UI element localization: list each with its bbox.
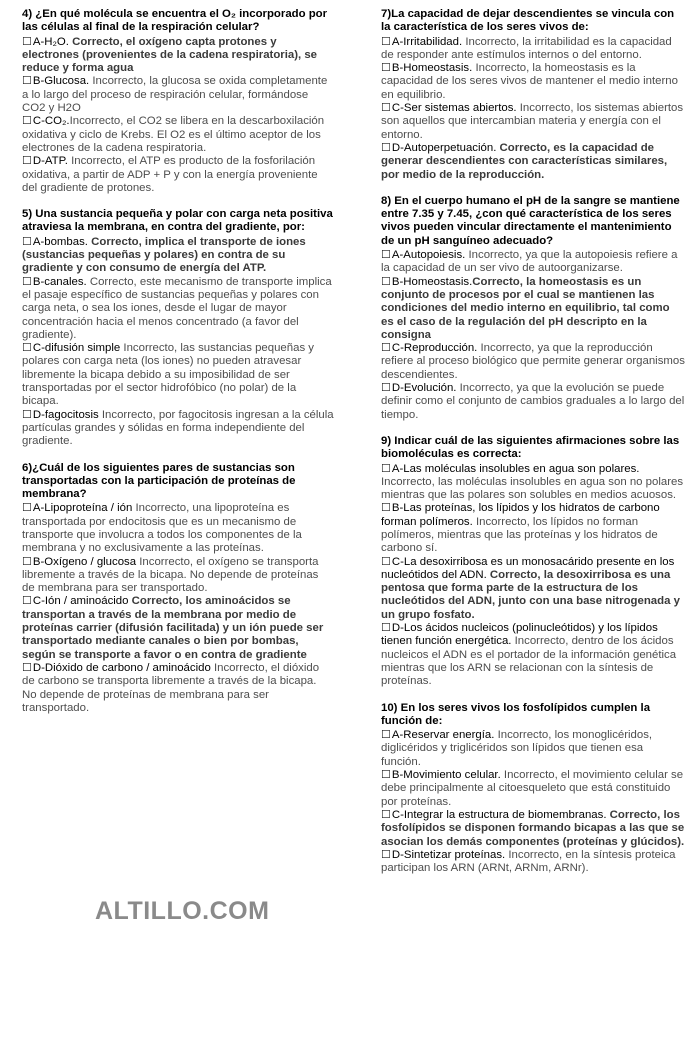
checkbox-icon[interactable]: ☐ [381, 462, 391, 475]
question-title: 7)La capacidad de dejar descendientes se vincula con la característica de los seres vivos de: [381, 8, 675, 34]
option-label: D-Los ácidos nucleicos (polinucleótidos) y los lípidos tienen función energética. [381, 622, 658, 648]
checkbox-icon[interactable]: ☐ [22, 661, 32, 674]
answer-option [22, 502, 334, 555]
question-block [22, 208, 334, 448]
answer-option [22, 115, 334, 155]
option-label: A-Reservar energía. [391, 729, 495, 742]
checkbox-icon[interactable]: ☐ [381, 555, 391, 568]
left-column [22, 8, 334, 728]
checkbox-icon[interactable]: ☐ [381, 35, 391, 48]
option-label: B-Homeostasis. [391, 275, 473, 288]
answer-option [381, 502, 685, 555]
checkbox-icon[interactable]: ☐ [381, 249, 391, 262]
checkbox-icon[interactable]: ☐ [381, 769, 391, 782]
option-label: B-Oxígeno / glucosa [32, 555, 137, 568]
option-feedback: Correcto, los fosfolípidos se disponen formando bicapas a las que se asocian los demás componentes (proteínas y glúcidos). [381, 808, 685, 848]
option-feedback: Correcto, la homeostasis es un conjunto de procesos por el cual se mantienen las condiciones del medio interno en equilibrio, tal como es el caso de la regulación del pH descripto en la consigna [381, 275, 670, 341]
question-block [381, 195, 685, 422]
answer-option [22, 662, 334, 715]
option-label: A-Lipoproteína / ión [32, 502, 133, 515]
checkbox-icon[interactable]: ☐ [22, 115, 32, 128]
option-label: A-bombas. [32, 235, 88, 248]
option-feedback: Incorrecto, en la síntesis proteica participan los ARN (ARNt, ARNm, ARNr). [381, 848, 676, 875]
option-label: B-canales. [32, 275, 87, 288]
option-feedback: Incorrecto, los monoglicéridos, diglicéridos y triglicéridos son lípidos que tienen esa función. [381, 729, 653, 768]
option-feedback: Correcto, el oxígeno capta protones y electrones (provenientes de la cadena respiratoria), se reduce y forma agua [22, 35, 318, 75]
checkbox-icon[interactable]: ☐ [22, 35, 32, 48]
answer-option [22, 155, 334, 195]
checkbox-icon[interactable]: ☐ [381, 502, 391, 515]
option-label: B-Glucosa. [32, 75, 90, 88]
watermark-logo: ALTILLO.COM [95, 897, 270, 925]
option-label: C-Ser sistemas abiertos. [391, 102, 517, 115]
checkbox-icon[interactable]: ☐ [381, 62, 391, 75]
right-column [381, 8, 685, 888]
question-block [22, 8, 334, 195]
option-label: D-Dióxido de carbono / aminoácido [32, 661, 211, 674]
option-label: D-fagocitosis [32, 408, 99, 421]
checkbox-icon[interactable]: ☐ [381, 622, 391, 635]
option-feedback: Incorrecto, ya que la autopoiesis refiere a la capacidad de un ser vivo de autoorganizarse. [381, 249, 678, 275]
answer-option [381, 769, 685, 809]
answer-option [22, 556, 334, 596]
checkbox-icon[interactable]: ☐ [22, 235, 32, 248]
option-label: D-Autoperpetuación. [391, 141, 497, 154]
option-feedback: Incorrecto, el dióxido de carbono se transporta libremente a través de la bicapa. No depende de proteínas de membrana para ser transportado. [22, 661, 320, 714]
answer-option [22, 75, 334, 115]
option-feedback: Incorrecto, el CO2 se libera en la descarboxilación oxidativa y ciclo de Krebs. El O2 es el último aceptor de los electrones de la cadena respiratoria. [22, 115, 325, 154]
answer-option [381, 382, 685, 422]
checkbox-icon[interactable]: ☐ [22, 342, 32, 355]
option-feedback: Correcto, es la capacidad de generar descendientes con características similares, por medio de la reproducción. [381, 141, 668, 181]
option-feedback: Incorrecto, la homeostasis es la capacidad de los seres vivos de mantener el medio interno en equilibrio. [381, 62, 678, 101]
option-feedback: Incorrecto, dentro de los ácidos nucleicos el ADN es el portador de la información genética mientras que los ARN se relacionan con la síntesis de proteínas. [381, 635, 677, 688]
checkbox-icon[interactable]: ☐ [381, 808, 391, 821]
answer-option [381, 62, 685, 102]
checkbox-icon[interactable]: ☐ [22, 275, 32, 288]
option-label: A-Autopoiesis. [391, 249, 466, 262]
option-feedback: Correcto, implica el transporte de iones (sustancias pequeñas y polares) en contra de su gradiente y con consumo de energía del ATP. [22, 235, 306, 275]
answer-option [381, 142, 685, 182]
answer-option [381, 556, 685, 622]
option-label: B-Las proteínas, los lípidos y los hidratos de carbono forman polímeros. [381, 502, 660, 528]
option-label: A-Las moléculas insolubles en agua son polares. [391, 462, 640, 475]
option-label: C-CO₂. [32, 115, 70, 128]
option-feedback: Correcto, este mecanismo de transporte implica el pasaje específico de sustancias pequeñas y polares con carga neta, o sea los iones, desde el lugar de mayor concentración hacia el menos concentrado (a favor del gradiente). [22, 275, 332, 341]
option-label: B-Homeostasis. [391, 62, 473, 75]
option-feedback: Incorrecto, ya que la reproducción refiere al proceso biológico que permite generar organismos descendientes. [381, 342, 685, 381]
question-title: 6)¿Cuál de los siguientes pares de sustancias son transportadas con la participación de proteínas de membrana? [22, 461, 296, 501]
answer-option [22, 595, 334, 661]
question-title: 5) Una sustancia pequeña y polar con carga neta positiva atraviesa la membrana, en contra del gradiente, por: [22, 208, 333, 234]
checkbox-icon[interactable]: ☐ [381, 848, 391, 861]
option-feedback: Incorrecto, el ATP es producto de la fosforilación oxidativa, a partir de ADP + P y con la energía proveniente del gradiente de protones. [22, 155, 318, 194]
checkbox-icon[interactable]: ☐ [22, 555, 32, 568]
answer-option [381, 249, 685, 276]
answer-option [381, 849, 685, 876]
question-title: 10) En los seres vivos los fosfolípidos cumplen la función de: [381, 701, 651, 727]
answer-option [22, 409, 334, 449]
checkbox-icon[interactable]: ☐ [381, 102, 391, 115]
answer-option [22, 36, 334, 76]
option-feedback: Correcto, los aminoácidos se transportan a través de la membrana por medio de proteínas carrier (difusión facilitada) y un ión puede ser transportado mediante canales o bien por bombas, según se transporte a favor o en contra de gradiente [22, 595, 324, 661]
answer-option [381, 463, 685, 503]
answer-option [22, 276, 334, 342]
answer-option [22, 342, 334, 408]
option-label: D-ATP. [32, 155, 68, 168]
option-feedback: Incorrecto, las moléculas insolubles en agua son no polares mientras que las polares son solubles en medios acuosos. [381, 475, 684, 502]
option-feedback: Incorrecto, los sistemas abiertos son aquellos que intercambian materia y energía con el entorno. [381, 102, 684, 141]
option-label: B-Movimiento celular. [391, 769, 501, 782]
checkbox-icon[interactable]: ☐ [381, 382, 391, 395]
option-label: C-Integrar la estructura de biomembranas. [391, 808, 607, 821]
option-label: C-difusión simple [32, 342, 121, 355]
option-feedback: Incorrecto, por fagocitosis ingresan a la célula partículas grandes y sólidas en forma independiente del gradiente. [22, 408, 334, 448]
option-feedback: Incorrecto, una lipoproteína es transportada por endocitosis que es un mecanismo de transporte que involucra a todos los componentes de la membrana y no exclusivamente a las proteínas. [22, 502, 302, 555]
question-block [381, 435, 685, 689]
option-label: C-La desoxirribosa es un monosacárido presente en los nucleótidos del ADN. [381, 555, 675, 581]
option-label: D-Evolución. [391, 382, 457, 395]
question-title: 9) Indicar cuál de las siguientes afirmaciones sobre las biomoléculas es correcta: [381, 434, 680, 461]
answer-option [381, 102, 685, 142]
question-title: 8) En el cuerpo humano el pH de la sangre se mantiene entre 7.35 y 7.45, ¿con qué característica de los seres vivos pueden vincular directamente el mantenimiento de un pH sanguíneo adecuado? [381, 194, 680, 247]
checkbox-icon[interactable]: ☐ [381, 342, 391, 355]
checkbox-icon[interactable]: ☐ [381, 275, 391, 288]
option-label: C-Ión / aminoácido [32, 595, 129, 608]
option-feedback: Correcto, la desoxirribosa es una pentosa que forma parte de la estructura de los nucleótidos del ADN, junto con una base nitrogenada y un grupo fosfato. [381, 568, 680, 621]
question-block [381, 702, 685, 876]
checkbox-icon[interactable]: ☐ [22, 155, 32, 168]
option-label: C-Reproducción. [391, 342, 478, 355]
checkbox-icon[interactable]: ☐ [381, 729, 391, 742]
option-feedback: Incorrecto, las sustancias pequeñas y polares con carga neta (los iones) no pueden atravesar libremente la bicapa debido a su imposibilidad de ser transportadas por el sector hidrofóbico (no polar) de la bicapa. [22, 342, 314, 408]
option-feedback: Incorrecto, el oxígeno se transporta libremente a través de la bicapa. No depende de proteínas de membrana para ser transportado. [22, 555, 319, 595]
answer-option [381, 342, 685, 382]
option-feedback: Incorrecto, la irritabilidad es la capacidad de responder ante estímulos internos o del entorno. [381, 35, 672, 61]
checkbox-icon[interactable]: ☐ [22, 75, 32, 88]
answer-option [381, 276, 685, 342]
answer-option [22, 236, 334, 276]
question-block [381, 8, 685, 182]
answer-option [381, 809, 685, 849]
option-feedback: Incorrecto, el movimiento celular se debe principalmente al citoesqueleto que está constituido por proteínas. [381, 769, 684, 808]
option-feedback: Incorrecto, los lípidos no forman polímeros, mientras que las proteínas y los hidratos de carbono sí. [381, 515, 658, 555]
option-label: A-Irritabilidad. [391, 35, 463, 48]
checkbox-icon[interactable]: ☐ [22, 408, 32, 421]
answer-option [381, 36, 685, 63]
question-block [22, 462, 334, 716]
option-feedback: Incorrecto, ya que la evolución se puede definir como el conjunto de cambios graduales a lo largo del tiempo. [381, 382, 685, 421]
checkbox-icon[interactable]: ☐ [22, 595, 32, 608]
answer-option [381, 729, 685, 769]
option-label: D-Sintetizar proteínas. [391, 848, 506, 861]
answer-option [381, 622, 685, 688]
option-label: A-H₂O. [32, 35, 69, 48]
checkbox-icon[interactable]: ☐ [22, 502, 32, 515]
checkbox-icon[interactable]: ☐ [381, 141, 391, 154]
option-feedback: Incorrecto, la glucosa se oxida completamente a lo largo del proceso de respiración celular, formándose CO2 y H2O [22, 75, 328, 115]
question-title: 4) ¿En qué molécula se encuentra el O₂ incorporado por las células al final de la respiración celular? [22, 8, 328, 34]
